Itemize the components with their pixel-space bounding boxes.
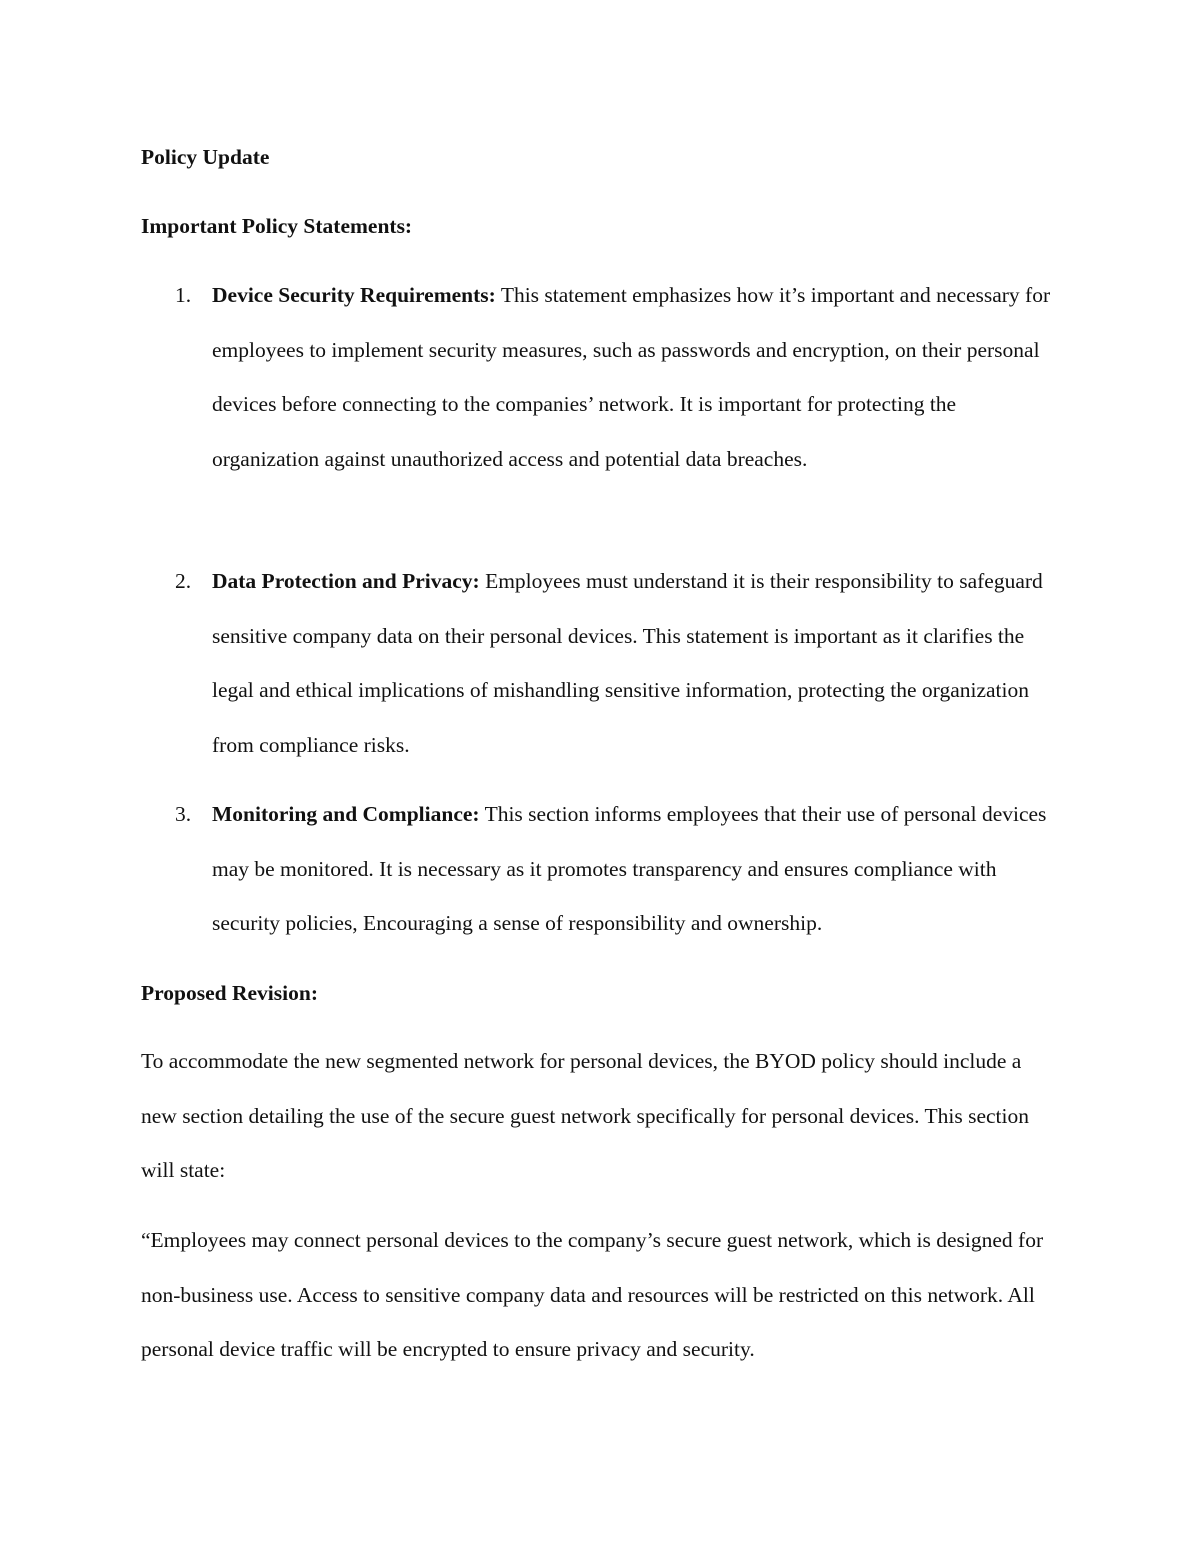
list-item-term: Data Protection and Privacy: [212, 569, 480, 593]
list-item-number: 2. [175, 569, 192, 593]
list-item-number: 3. [175, 802, 192, 826]
list-item-number: 1. [175, 283, 192, 307]
list-item [141, 554, 1061, 772]
list-item [141, 268, 1061, 486]
list-item-body [212, 268, 1061, 486]
list-item [141, 787, 1061, 951]
list-item-text: This section informs employees that their use of personal devices may be monitored. It is necessary as it promotes transparency and ensures compliance with security policies, Encouraging a sense of responsibility and ownership. [212, 802, 1047, 935]
list-item-term: Device Security Requirements: [212, 283, 496, 307]
list-item-term: Monitoring and Compliance: [212, 802, 480, 826]
revision-quote-paragraph: “Employees may connect personal devices to the company’s secure guest network, which is designed for non-business use. Access to sensitive company data and resources will be restricted on this network. All personal device traffic will be encrypted to ensure privacy and security. [141, 1228, 1044, 1361]
list-item-text: Employees must understand it is their responsibility to safeguard sensitive company data on their personal devices. This statement is important as it clarifies the legal and ethical implications of mishandling sensitive information, protecting the organization from compliance risks. [212, 569, 1043, 757]
revision-intro-paragraph: To accommodate the new segmented network for personal devices, the BYOD policy should include a new section detailing the use of the secure guest network specifically for personal devices. This section will state: [141, 1049, 1029, 1182]
proposed-revision-heading: Proposed Revision: [141, 981, 318, 1005]
list-item-body [212, 787, 1061, 951]
important-statements-heading: Important Policy Statements: [141, 214, 413, 238]
list-item-body [212, 554, 1061, 772]
page-title: Policy Update [141, 145, 270, 169]
list-item-text: This statement emphasizes how it’s important and necessary for employees to implement security measures, such as passwords and encryption, on their personal devices before connecting to the companies’ network. It is important for protecting the organization against unauthorized access and potential data breaches. [212, 283, 1051, 471]
